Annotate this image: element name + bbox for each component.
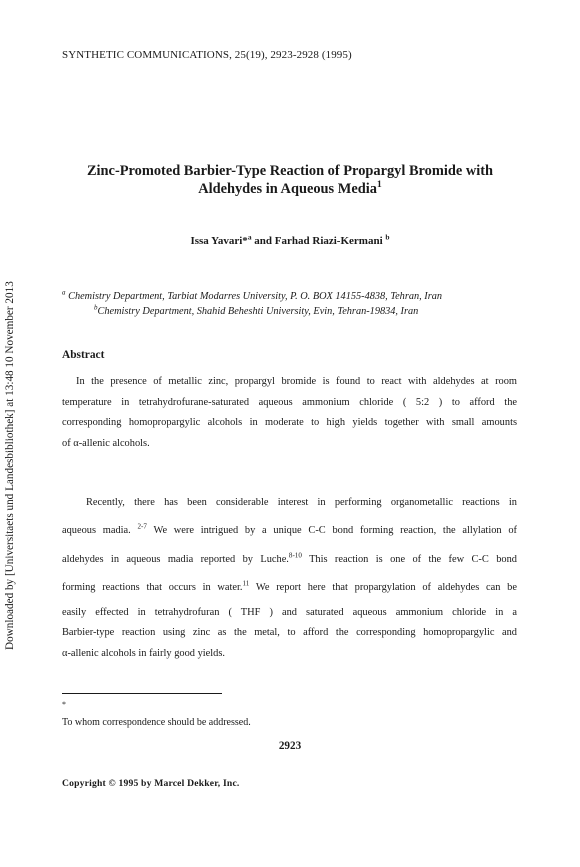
abstract-line: temperature in tetrahydrofurane-saturated aqueous ammonium chloride ( 5:2 ) to afford the: [62, 396, 517, 408]
article-title: [0, 162, 580, 198]
body-text: We were intrigued by a unique C-C bond forming reaction, the allylation of: [153, 525, 517, 537]
page-number: 2923: [278, 740, 302, 752]
author-1: Issa Yavari*: [190, 235, 248, 247]
affiliation-b-text: Chemistry Department, Shahid Beheshti University, Evin, Tehran-19834, Iran: [97, 306, 419, 317]
title-line-2-text: Aldehydes in Aqueous Media: [198, 181, 377, 197]
abstract-heading: Abstract: [62, 349, 105, 361]
footnote-divider: [62, 693, 222, 694]
body-text: aldehydes in aqueous madia reported by Luche.: [62, 553, 289, 565]
affiliation-a: [62, 288, 443, 302]
body-text: aqueous madia.: [62, 525, 131, 537]
citation-mark: 11: [242, 579, 250, 588]
author-2: and Farhad Riazi-Kermani: [251, 235, 386, 247]
copyright-notice: Copyright © 1995 by Marcel Dekker, Inc.: [62, 778, 240, 789]
title-line-1: Zinc-Promoted Barbier-Type Reaction of Propargyl Bromide with: [86, 163, 494, 179]
footnote-mark: *: [62, 700, 66, 709]
body-line: Barbier-type reaction using zinc as the metal, to afford the corresponding homopropargylic and: [62, 627, 517, 639]
body-line: α-allenic alcohols in fairly good yields.: [62, 647, 225, 659]
footnote-text: To whom correspondence should be addressed.: [62, 717, 251, 729]
author-2-affil-mark: b: [385, 232, 390, 242]
download-watermark: Downloaded by [Universitaets und Landesbibliothek] at 13:48 10 November 2013: [4, 281, 16, 650]
affiliation-a-text: Chemistry Department, Tarbiat Modarres University, P. O. BOX 14155-4838, Tehran, Iran: [68, 291, 443, 302]
affiliation-b-mark: b: [94, 303, 98, 312]
author-line: [0, 232, 580, 247]
abstract-line: corresponding homopropargylic alcohols in moderate to high yields together with small amounts: [62, 417, 517, 429]
footnote: [62, 698, 251, 730]
abstract-line: of α-allenic alcohols.: [62, 438, 150, 450]
body-text: forming reactions that occurs in water.: [62, 582, 243, 594]
citation-mark: 2-7: [137, 522, 147, 531]
body-text: This reaction is one of the few C-C bond: [309, 553, 517, 565]
body-line: [62, 546, 517, 574]
affiliation-b: [94, 303, 419, 317]
citation-mark: 8-10: [288, 551, 302, 560]
abstract-line: In the presence of metallic zinc, propargyl bromide is found to react with aldehydes at room: [76, 376, 517, 387]
body-paragraph: [62, 489, 517, 665]
body-line: easily effected in tetrahydrofuran ( THF ) and saturated aqueous ammonium chloride in a: [62, 606, 517, 618]
journal-header: SYNTHETIC COMMUNICATIONS, 25(19), 2923-2928 (1995): [62, 49, 352, 61]
author-1-affil-mark: a: [247, 232, 252, 242]
body-line: [62, 574, 517, 602]
body-line: [62, 517, 517, 545]
title-footnote-mark: 1: [376, 179, 382, 191]
title-line-2: [0, 180, 580, 198]
affiliation-a-mark: a: [62, 288, 66, 297]
body-line: Recently, there has been considerable interest in performing organometallic reactions in: [86, 497, 517, 508]
abstract-paragraph: [62, 372, 517, 455]
body-text: We report here that propargylation of aldehydes can be: [255, 582, 517, 594]
